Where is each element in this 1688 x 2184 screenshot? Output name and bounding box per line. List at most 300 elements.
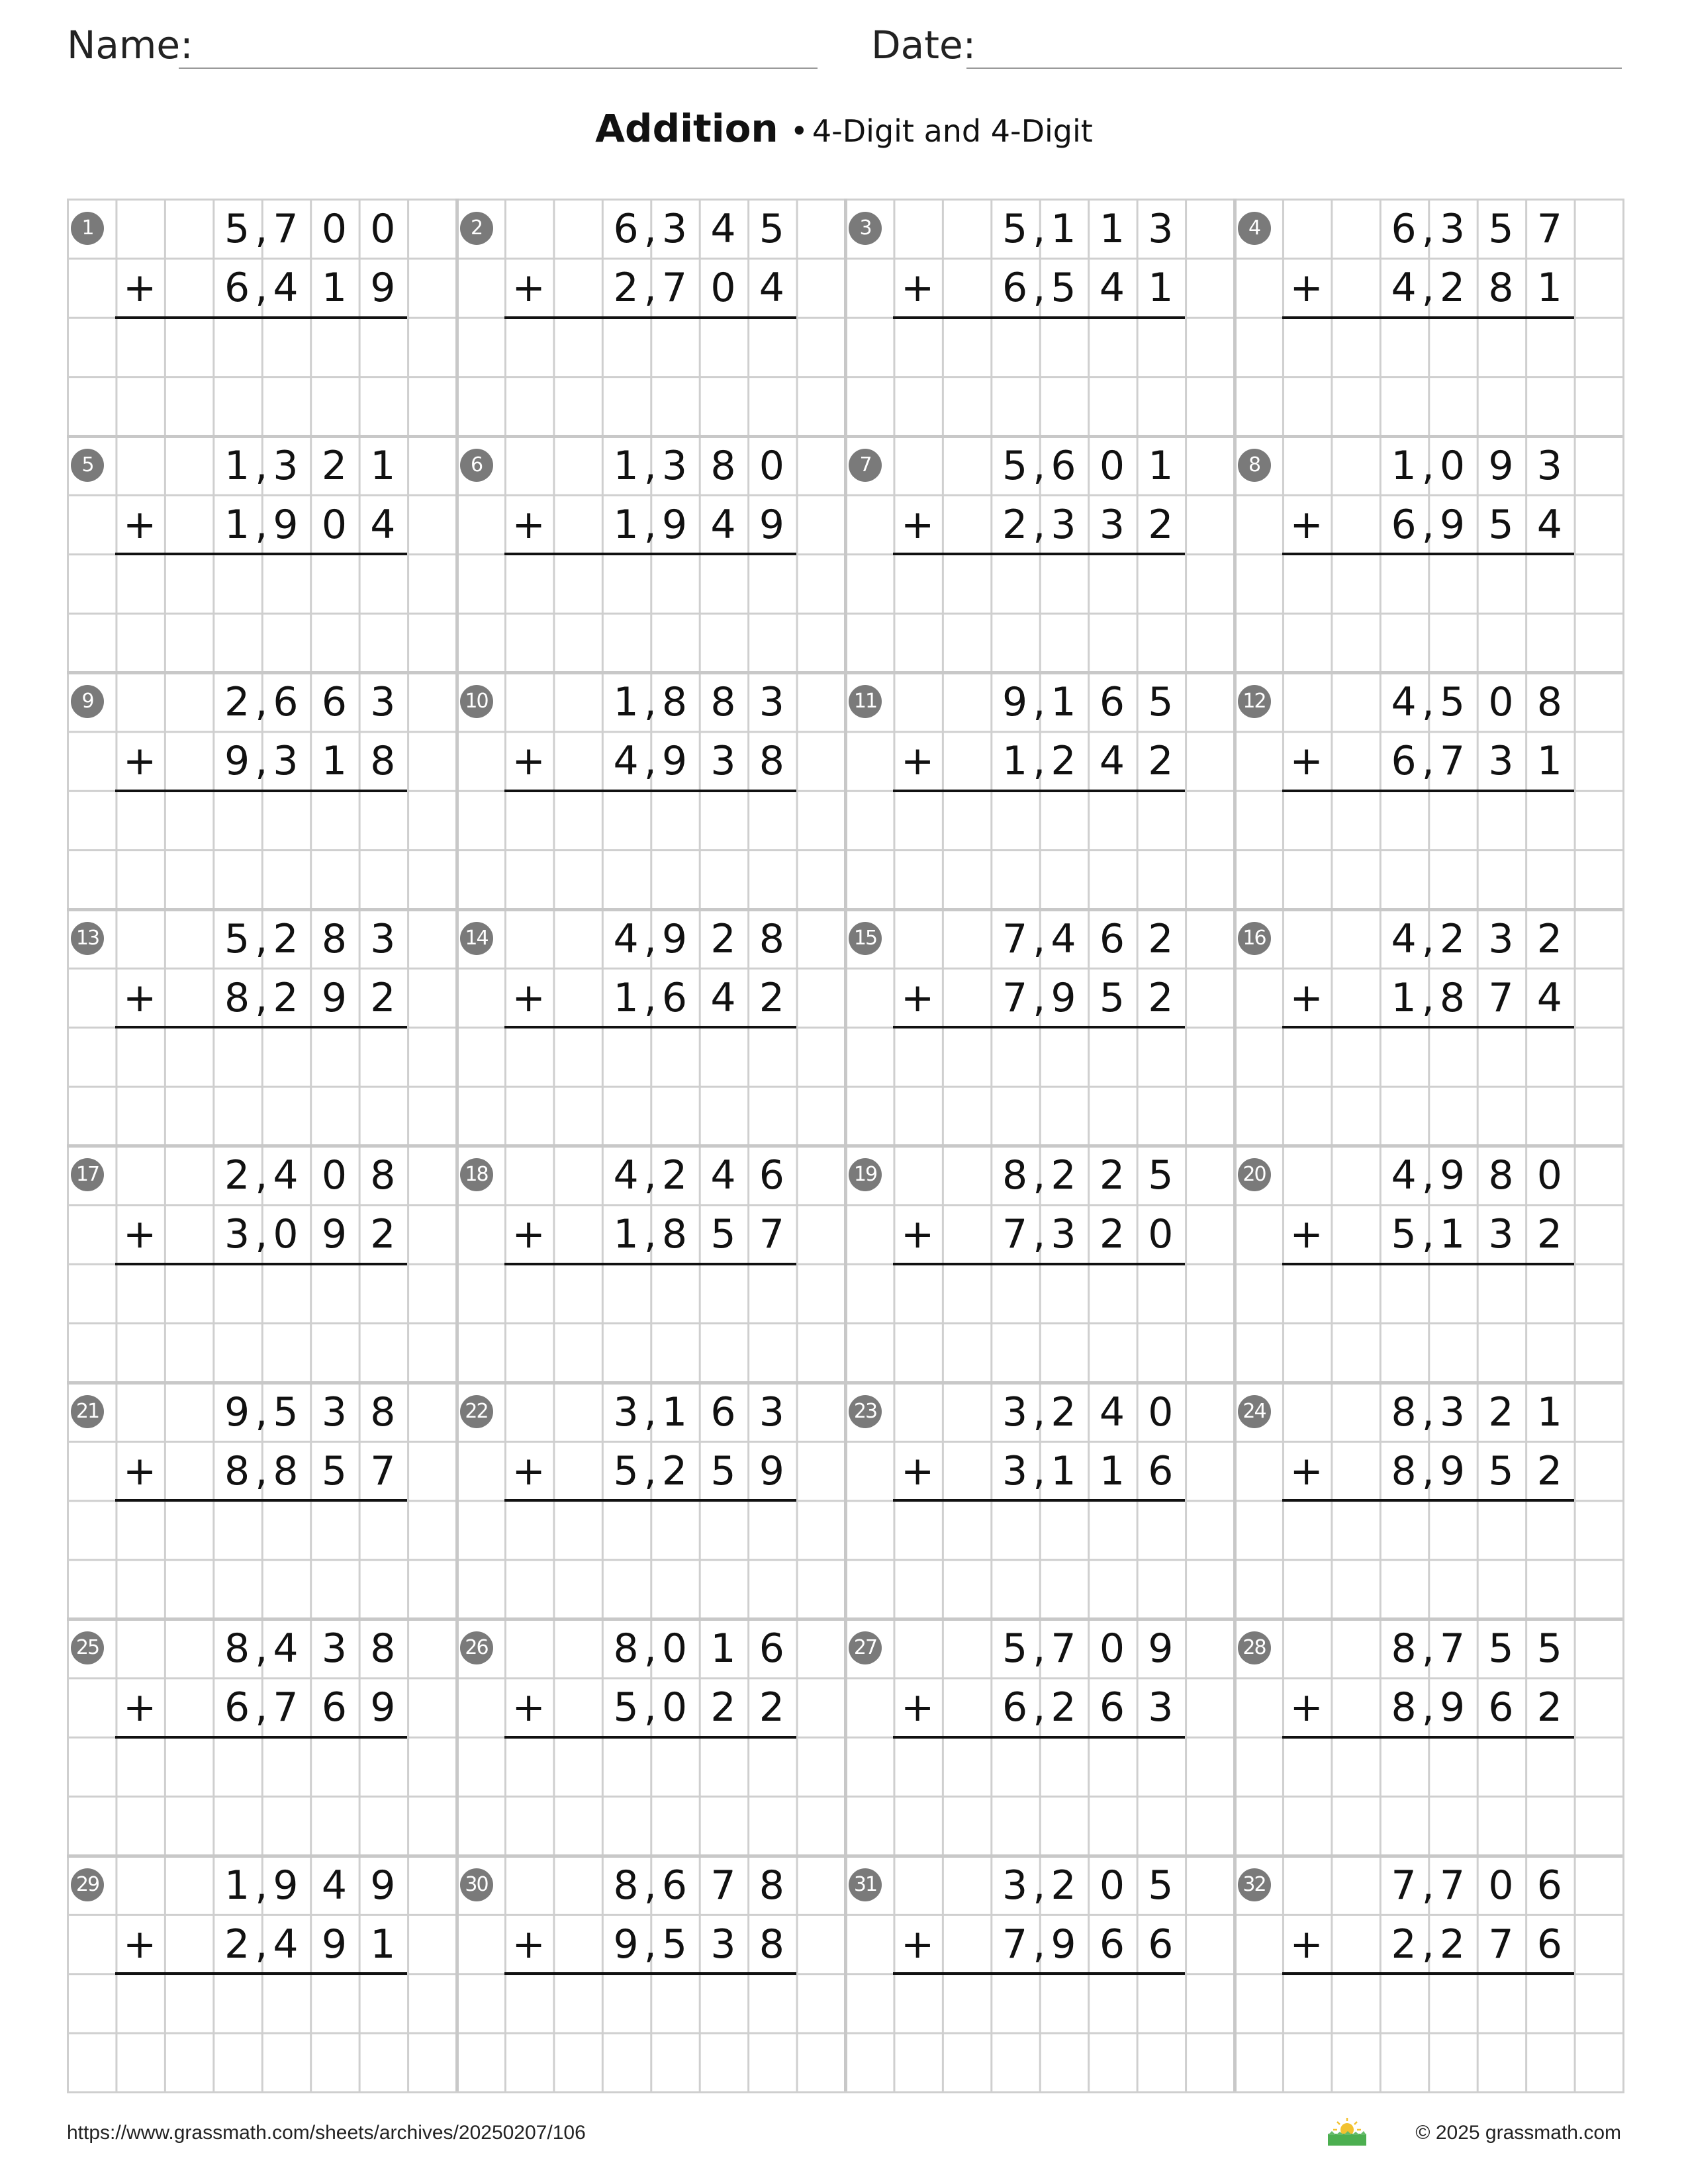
answer-area[interactable] — [1282, 790, 1574, 909]
bottom-addend-comma: , — [643, 265, 657, 312]
bottom-addend-digit: 3 — [1148, 1684, 1174, 1731]
answer-area[interactable] — [115, 1263, 407, 1382]
top-addend-digit: 8 — [1536, 679, 1562, 725]
plus-operator: + — [1289, 738, 1323, 785]
top-addend-digit: 3 — [321, 1625, 347, 1672]
answer-area[interactable] — [893, 1500, 1185, 1618]
top-addend-digit: 1 — [1391, 442, 1417, 489]
bottom-addend-digit: 1 — [1099, 1447, 1125, 1494]
bottom-addend-comma: , — [255, 738, 268, 785]
top-addend-digit: 2 — [1488, 1388, 1514, 1435]
top-addend-comma: , — [643, 1388, 657, 1435]
bottom-addend-digit: 7 — [1488, 974, 1514, 1021]
top-addend-digit: 1 — [613, 679, 639, 725]
bottom-addend-digit: 4 — [1391, 265, 1417, 312]
answer-area[interactable] — [1282, 553, 1574, 672]
plus-operator: + — [901, 1447, 935, 1494]
bottom-addend-comma: , — [1421, 501, 1434, 548]
top-addend-digit: 3 — [759, 1388, 784, 1435]
bottom-addend-comma: , — [1033, 738, 1046, 785]
problem-19 — [845, 1145, 1234, 1382]
top-addend-comma: , — [1421, 206, 1434, 252]
bottom-addend-digit: 0 — [321, 501, 347, 548]
problem-17 — [67, 1145, 456, 1382]
problem-31 — [845, 1855, 1234, 2092]
bottom-addend-digit: 9 — [370, 1684, 396, 1731]
top-addend-comma: , — [1033, 1625, 1046, 1672]
bottom-addend-digit: 0 — [273, 1211, 299, 1258]
top-addend-digit: 4 — [273, 1152, 299, 1199]
bottom-addend-comma: , — [643, 501, 657, 548]
bottom-addend-digit: 2 — [1051, 1684, 1076, 1731]
bottom-addend-digit: 2 — [1099, 1211, 1125, 1258]
bottom-addend-digit: 4 — [1099, 265, 1125, 312]
answer-area[interactable] — [115, 1973, 407, 2091]
answer-area[interactable] — [115, 1500, 407, 1618]
bottom-addend-digit: 7 — [370, 1447, 396, 1494]
bottom-addend-digit: 4 — [1536, 974, 1562, 1021]
problem-23 — [845, 1382, 1234, 1619]
top-addend-comma: , — [643, 442, 657, 489]
bottom-addend-digit: 2 — [1002, 501, 1028, 548]
plus-operator: + — [123, 1447, 157, 1494]
problem-grid — [67, 199, 1624, 2093]
problem-10 — [456, 672, 845, 909]
top-addend-digit: 8 — [1391, 1388, 1417, 1435]
plus-operator: + — [1289, 265, 1323, 312]
problem-number-badge: 14 — [460, 922, 493, 955]
problem-27 — [845, 1618, 1234, 1855]
plus-operator: + — [512, 1447, 545, 1494]
top-addend-digit: 8 — [1002, 1152, 1028, 1199]
top-addend-digit: 5 — [1148, 679, 1174, 725]
bottom-addend-digit: 5 — [1051, 265, 1076, 312]
bottom-addend-comma: , — [1033, 1211, 1046, 1258]
top-addend-digit: 2 — [1051, 1862, 1076, 1909]
bottom-addend-digit: 5 — [1488, 1447, 1514, 1494]
bottom-addend-digit: 3 — [1488, 1211, 1514, 1258]
grass-sun-logo-icon — [1324, 2115, 1370, 2147]
problem-3 — [845, 199, 1234, 435]
bottom-addend-digit: 0 — [1148, 1211, 1174, 1258]
top-addend-comma: , — [1033, 1862, 1046, 1909]
answer-area[interactable] — [115, 553, 407, 672]
top-addend-digit: 5 — [1148, 1152, 1174, 1199]
top-addend-digit: 4 — [321, 1862, 347, 1909]
plus-operator: + — [512, 974, 545, 1021]
answer-area[interactable] — [893, 1263, 1185, 1382]
plus-operator: + — [901, 1921, 935, 1968]
answer-area[interactable] — [115, 790, 407, 909]
bottom-addend-digit: 7 — [1002, 1211, 1028, 1258]
top-addend-digit: 2 — [710, 915, 736, 962]
problem-32 — [1234, 1855, 1623, 2092]
top-addend-digit: 8 — [370, 1625, 396, 1672]
bottom-addend-digit: 4 — [273, 1921, 299, 1968]
bottom-addend-digit: 1 — [1391, 974, 1417, 1021]
problem-30 — [456, 1855, 845, 2092]
problem-21 — [67, 1382, 456, 1619]
problem-13 — [67, 909, 456, 1146]
bottom-addend-digit: 8 — [1391, 1684, 1417, 1731]
answer-area[interactable] — [893, 553, 1185, 672]
bottom-addend-digit: 2 — [759, 974, 784, 1021]
bottom-addend-digit: 8 — [224, 1447, 250, 1494]
top-addend-digit: 0 — [321, 1152, 347, 1199]
plus-operator: + — [512, 1211, 545, 1258]
bottom-addend-digit: 2 — [613, 265, 639, 312]
top-addend-digit: 5 — [1488, 206, 1514, 252]
top-addend-digit: 6 — [1051, 442, 1076, 489]
answer-area[interactable] — [893, 1737, 1185, 1855]
bottom-addend-digit: 8 — [661, 1211, 688, 1258]
top-addend-digit: 2 — [1099, 1152, 1125, 1199]
top-addend-comma: , — [255, 679, 268, 725]
bottom-addend-digit: 2 — [1536, 1447, 1562, 1494]
answer-area[interactable] — [504, 1026, 796, 1145]
top-addend-digit: 0 — [1148, 1388, 1174, 1435]
plus-operator: + — [1289, 974, 1323, 1021]
top-addend-digit: 6 — [759, 1625, 784, 1672]
problem-number-badge: 26 — [460, 1631, 493, 1664]
top-addend-digit: 7 — [1391, 1862, 1417, 1909]
bottom-addend-digit: 4 — [1099, 738, 1125, 785]
answer-area[interactable] — [115, 1737, 407, 1855]
top-addend-digit: 9 — [661, 915, 688, 962]
top-addend-digit: 3 — [370, 679, 396, 725]
footer-copyright: © 2025 grassmath.com — [1415, 2122, 1621, 2144]
bottom-addend-digit: 1 — [613, 974, 639, 1021]
bottom-addend-digit: 1 — [1148, 265, 1174, 312]
top-addend-digit: 3 — [1002, 1388, 1028, 1435]
top-addend-digit: 3 — [661, 206, 688, 252]
problem-number-badge: 25 — [71, 1631, 104, 1664]
top-addend-comma: , — [643, 1625, 657, 1672]
plus-operator: + — [1289, 501, 1323, 548]
bottom-addend-digit: 2 — [759, 1684, 784, 1731]
problem-15 — [845, 909, 1234, 1146]
top-addend-digit: 1 — [613, 442, 639, 489]
plus-operator: + — [123, 738, 157, 785]
top-addend-digit: 4 — [710, 206, 736, 252]
bottom-addend-digit: 9 — [321, 1921, 347, 1968]
answer-area[interactable] — [1282, 1263, 1574, 1382]
top-addend-digit: 2 — [224, 1152, 250, 1199]
answer-area[interactable] — [1282, 1973, 1574, 2091]
top-addend-digit: 3 — [370, 915, 396, 962]
bottom-addend-digit: 9 — [1439, 501, 1466, 548]
problem-number-badge: 6 — [460, 449, 493, 482]
bottom-addend-digit: 2 — [1148, 501, 1174, 548]
top-addend-comma: , — [643, 206, 657, 252]
top-addend-comma: , — [1033, 1152, 1046, 1199]
problem-number-badge: 31 — [849, 1868, 882, 1901]
top-addend-digit: 7 — [1536, 206, 1562, 252]
answer-area[interactable] — [893, 790, 1185, 909]
top-addend-comma: , — [1033, 915, 1046, 962]
plus-operator: + — [512, 1684, 545, 1731]
answer-area[interactable] — [504, 1973, 796, 2091]
name-label: Name: — [67, 23, 193, 68]
top-addend-digit: 1 — [710, 1625, 736, 1672]
bottom-addend-comma: , — [255, 501, 268, 548]
answer-area[interactable] — [504, 317, 796, 435]
problem-number-badge: 24 — [1238, 1395, 1271, 1428]
bottom-addend-digit: 5 — [710, 1211, 736, 1258]
top-addend-comma: , — [255, 1152, 268, 1199]
problem-1 — [67, 199, 456, 435]
bottom-addend-digit: 7 — [759, 1211, 784, 1258]
top-addend-comma: , — [643, 1862, 657, 1909]
problem-number-badge: 5 — [71, 449, 104, 482]
bottom-addend-digit: 1 — [224, 501, 250, 548]
bottom-addend-comma: , — [255, 265, 268, 312]
top-addend-digit: 8 — [661, 679, 688, 725]
top-addend-digit: 0 — [1488, 1862, 1514, 1909]
top-addend-comma: , — [1421, 1152, 1434, 1199]
bottom-addend-digit: 8 — [273, 1447, 299, 1494]
bottom-addend-comma: , — [643, 1684, 657, 1731]
top-addend-digit: 4 — [1391, 679, 1417, 725]
bottom-addend-digit: 1 — [1536, 265, 1562, 312]
problem-25 — [67, 1618, 456, 1855]
top-addend-digit: 1 — [1099, 206, 1125, 252]
bottom-addend-digit: 5 — [1099, 974, 1125, 1021]
bottom-addend-digit: 9 — [321, 974, 347, 1021]
bottom-addend-digit: 1 — [1051, 1447, 1076, 1494]
top-addend-comma: , — [1033, 442, 1046, 489]
title-separator: • — [790, 113, 808, 149]
bottom-addend-digit: 2 — [1051, 738, 1076, 785]
plus-operator: + — [1289, 1447, 1323, 1494]
bottom-addend-digit: 8 — [224, 974, 250, 1021]
bottom-addend-digit: 2 — [1536, 1211, 1562, 1258]
problem-number-badge: 8 — [1238, 449, 1271, 482]
bottom-addend-comma: , — [255, 1447, 268, 1494]
bottom-addend-digit: 2 — [1391, 1921, 1417, 1968]
top-addend-digit: 0 — [759, 442, 784, 489]
top-addend-digit: 2 — [1051, 1152, 1076, 1199]
top-addend-comma: , — [643, 1152, 657, 1199]
top-addend-digit: 6 — [710, 1388, 736, 1435]
answer-area[interactable] — [1282, 1026, 1574, 1145]
top-addend-digit: 9 — [1148, 1625, 1174, 1672]
answer-area[interactable] — [504, 1737, 796, 1855]
top-addend-comma: , — [643, 679, 657, 725]
bottom-addend-digit: 2 — [1148, 974, 1174, 1021]
bottom-addend-comma: , — [643, 738, 657, 785]
bottom-addend-digit: 4 — [710, 501, 736, 548]
bottom-addend-comma: , — [1421, 974, 1434, 1021]
problem-number-badge: 15 — [849, 922, 882, 955]
problem-number-badge: 3 — [849, 212, 882, 245]
answer-area[interactable] — [1282, 1737, 1574, 1855]
top-addend-comma: , — [255, 915, 268, 962]
top-addend-digit: 2 — [661, 1152, 688, 1199]
bottom-addend-comma: , — [1421, 1211, 1434, 1258]
answer-area[interactable] — [893, 1973, 1185, 2091]
bottom-addend-comma: , — [1421, 265, 1434, 312]
problem-number-badge: 30 — [460, 1868, 493, 1901]
plus-operator: + — [123, 1921, 157, 1968]
bottom-addend-comma: , — [1033, 1447, 1046, 1494]
top-addend-digit: 0 — [1439, 442, 1466, 489]
answer-area[interactable] — [504, 553, 796, 672]
plus-operator: + — [901, 1211, 935, 1258]
bottom-addend-digit: 5 — [1488, 501, 1514, 548]
bottom-addend-digit: 2 — [661, 1447, 688, 1494]
bottom-addend-digit: 9 — [1439, 1684, 1466, 1731]
bottom-addend-digit: 9 — [273, 501, 299, 548]
problem-number-badge: 27 — [849, 1631, 882, 1664]
top-addend-digit: 4 — [1099, 1388, 1125, 1435]
plus-operator: + — [512, 501, 545, 548]
bottom-addend-digit: 0 — [710, 265, 736, 312]
name-field-line[interactable] — [179, 68, 818, 69]
top-addend-comma: , — [1421, 679, 1434, 725]
bottom-addend-digit: 1 — [1536, 738, 1562, 785]
plus-operator: + — [512, 738, 545, 785]
problem-12 — [1234, 672, 1623, 909]
bottom-addend-digit: 9 — [224, 738, 250, 785]
bottom-addend-digit: 4 — [1536, 501, 1562, 548]
bottom-addend-digit: 9 — [1439, 1447, 1466, 1494]
bottom-addend-comma: , — [255, 1921, 268, 1968]
bottom-addend-digit: 2 — [273, 974, 299, 1021]
bottom-addend-digit: 5 — [613, 1684, 639, 1731]
top-addend-digit: 8 — [1391, 1625, 1417, 1672]
top-addend-digit: 5 — [1148, 1862, 1174, 1909]
bottom-addend-digit: 4 — [273, 265, 299, 312]
top-addend-comma: , — [1033, 206, 1046, 252]
bottom-addend-comma: , — [1421, 738, 1434, 785]
bottom-addend-digit: 8 — [759, 1921, 784, 1968]
top-addend-digit: 6 — [613, 206, 639, 252]
top-addend-digit: 7 — [710, 1862, 736, 1909]
answer-area[interactable] — [1282, 1500, 1574, 1618]
answer-area[interactable] — [115, 317, 407, 435]
problem-number-badge: 9 — [71, 685, 104, 718]
answer-area[interactable] — [504, 1500, 796, 1618]
bottom-addend-digit: 6 — [1148, 1447, 1174, 1494]
bottom-addend-digit: 2 — [1148, 738, 1174, 785]
problem-28 — [1234, 1618, 1623, 1855]
bottom-addend-digit: 2 — [224, 1921, 250, 1968]
problem-number-badge: 11 — [849, 685, 882, 718]
bottom-addend-digit: 6 — [1002, 1684, 1028, 1731]
problem-4 — [1234, 199, 1623, 435]
bottom-addend-digit: 6 — [224, 1684, 250, 1731]
bottom-addend-digit: 3 — [1002, 1447, 1028, 1494]
title-main: Addition — [595, 106, 778, 151]
bottom-addend-digit: 4 — [759, 265, 784, 312]
answer-area[interactable] — [504, 790, 796, 909]
problem-number-badge: 20 — [1238, 1158, 1271, 1191]
plus-operator: + — [901, 738, 935, 785]
bottom-addend-digit: 1 — [613, 501, 639, 548]
top-addend-comma: , — [1421, 1862, 1434, 1909]
top-addend-comma: , — [255, 1625, 268, 1672]
top-addend-digit: 8 — [613, 1862, 639, 1909]
top-addend-comma: , — [1421, 442, 1434, 489]
bottom-addend-comma: , — [1421, 1684, 1434, 1731]
top-addend-digit: 5 — [1439, 679, 1466, 725]
top-addend-digit: 6 — [1391, 206, 1417, 252]
top-addend-digit: 4 — [1391, 915, 1417, 962]
plus-operator: + — [123, 974, 157, 1021]
top-addend-digit: 3 — [1439, 1388, 1466, 1435]
problem-number-badge: 19 — [849, 1158, 882, 1191]
problem-18 — [456, 1145, 845, 1382]
top-addend-digit: 1 — [1536, 1388, 1562, 1435]
top-addend-digit: 6 — [1099, 679, 1125, 725]
plus-operator: + — [123, 1211, 157, 1258]
bottom-addend-digit: 8 — [1488, 265, 1514, 312]
problem-number-badge: 18 — [460, 1158, 493, 1191]
answer-area[interactable] — [1282, 317, 1574, 435]
top-addend-digit: 7 — [1002, 915, 1028, 962]
top-addend-digit: 2 — [1148, 915, 1174, 962]
bottom-addend-digit: 5 — [1391, 1211, 1417, 1258]
bottom-addend-digit: 8 — [1439, 974, 1466, 1021]
top-addend-comma: , — [1421, 915, 1434, 962]
bottom-addend-digit: 3 — [710, 1921, 736, 1968]
bottom-addend-digit: 2 — [1536, 1684, 1562, 1731]
top-addend-digit: 5 — [1488, 1625, 1514, 1672]
top-addend-digit: 3 — [1439, 206, 1466, 252]
plus-operator: + — [123, 1684, 157, 1731]
problem-number-badge: 4 — [1238, 212, 1271, 245]
top-addend-digit: 0 — [1488, 679, 1514, 725]
top-addend-digit: 3 — [1536, 442, 1562, 489]
answer-area[interactable] — [115, 1026, 407, 1145]
top-addend-comma: , — [1421, 1388, 1434, 1435]
problem-number-badge: 32 — [1238, 1868, 1271, 1901]
top-addend-digit: 8 — [321, 915, 347, 962]
bottom-addend-digit: 3 — [273, 738, 299, 785]
top-addend-digit: 3 — [273, 442, 299, 489]
answer-area[interactable] — [504, 1263, 796, 1382]
problem-number-badge: 1 — [71, 212, 104, 245]
problem-6 — [456, 435, 845, 672]
bottom-addend-digit: 2 — [1439, 1921, 1466, 1968]
bottom-addend-digit: 2 — [710, 1684, 736, 1731]
top-addend-digit: 7 — [1439, 1625, 1466, 1672]
date-field-line[interactable] — [966, 68, 1622, 69]
problem-number-badge: 10 — [460, 685, 493, 718]
bottom-addend-digit: 6 — [1002, 265, 1028, 312]
worksheet-title — [0, 106, 1688, 151]
bottom-addend-digit: 1 — [1439, 1211, 1466, 1258]
problem-number-badge: 12 — [1238, 685, 1271, 718]
top-addend-digit: 0 — [661, 1625, 688, 1672]
top-addend-digit: 9 — [370, 1862, 396, 1909]
bottom-addend-digit: 1 — [370, 1921, 396, 1968]
answer-area[interactable] — [893, 317, 1185, 435]
bottom-addend-digit: 0 — [661, 1684, 688, 1731]
top-addend-digit: 4 — [613, 1152, 639, 1199]
top-addend-digit: 3 — [661, 442, 688, 489]
answer-area[interactable] — [893, 1026, 1185, 1145]
date-label: Date: — [871, 23, 976, 68]
plus-operator: + — [512, 1921, 545, 1968]
top-addend-digit: 3 — [1148, 206, 1174, 252]
problem-26 — [456, 1618, 845, 1855]
top-addend-digit: 3 — [759, 679, 784, 725]
top-addend-digit: 1 — [1051, 679, 1076, 725]
top-addend-comma: , — [255, 206, 268, 252]
bottom-addend-digit: 3 — [1051, 1211, 1076, 1258]
